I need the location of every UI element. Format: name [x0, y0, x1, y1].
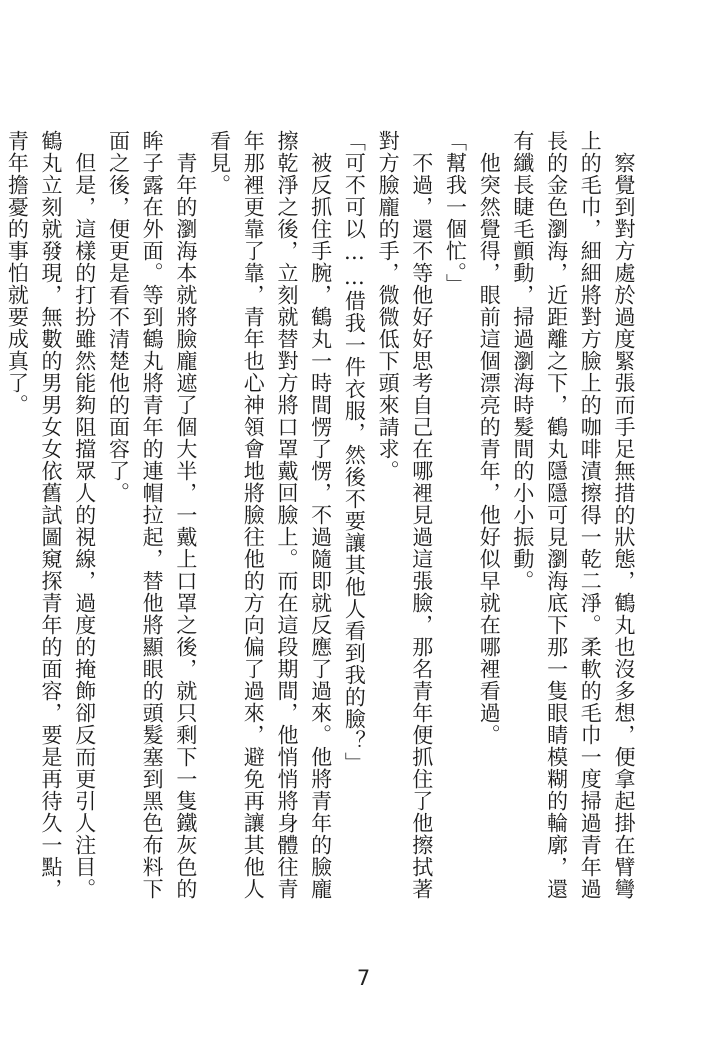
paragraph: 青年的瀏海本就將臉龐遮了個大半，一戴上口罩之後，就只剩下一隻鐵灰色的眸子露在外面。等到鶴丸將青年的連帽拉起，替他將顯眼的頭髮塞到黑色布料下面之後，便更是看不清楚他的面容了。: [106, 130, 198, 900]
vertical-text-body: [5, 130, 640, 915]
paragraph: 但是，這樣的打扮雖然能夠阻擋眾人的視線，過度的掩飾卻反而更引人注目。鶴丸立刻就發現，無數的男男女女依舊試圖窺探青年的面容，要是再待久一點，青年擔憂的事怕就要成真了。: [5, 130, 97, 900]
paragraph: 他突然覺得，眼前這個漂亮的青年，他好似早就在哪裡看過。: [477, 130, 502, 746]
dialogue-paragraph: 「可不可以……借我一件衣服，然後不要讓其他人看到我的臉？」: [342, 130, 367, 774]
paragraph: 不過，還不等他好好思考自己在哪裡見過這張臉，那名青年便抓住了他擦拭著對方臉龐的手，微微低下頭來請求。: [376, 130, 434, 900]
dialogue-paragraph: 「幫我一個忙。」: [443, 130, 468, 296]
page-number: 7: [356, 966, 371, 990]
paragraph: 察覺到對方處於過度緊張而手足無措的狀態，鶴丸也沒多想，便拿起掛在臂彎上的毛巾，細細將對方臉上的咖啡漬擦得一乾二淨。柔軟的毛巾一度掃過青年過長的金色瀏海，近距離之下，鶴丸隱隱可見瀏海底下那一隻眼睛模糊的輪廓，還有纖長睫毛顫動，掃過瀏海時髮間的小小振動。: [510, 130, 636, 900]
paragraph: 被反抓住手腕，鶴丸一時間愣了愣，不過隨即就反應了過來。他將青年的臉龐擦乾淨之後，立刻就替對方將口罩戴回臉上。而在這段期間，他悄悄將身體往青年那裡更靠了靠，青年也心神領會地將臉往他的方向偏了過來，避免再讓其他人看見。: [207, 130, 333, 900]
